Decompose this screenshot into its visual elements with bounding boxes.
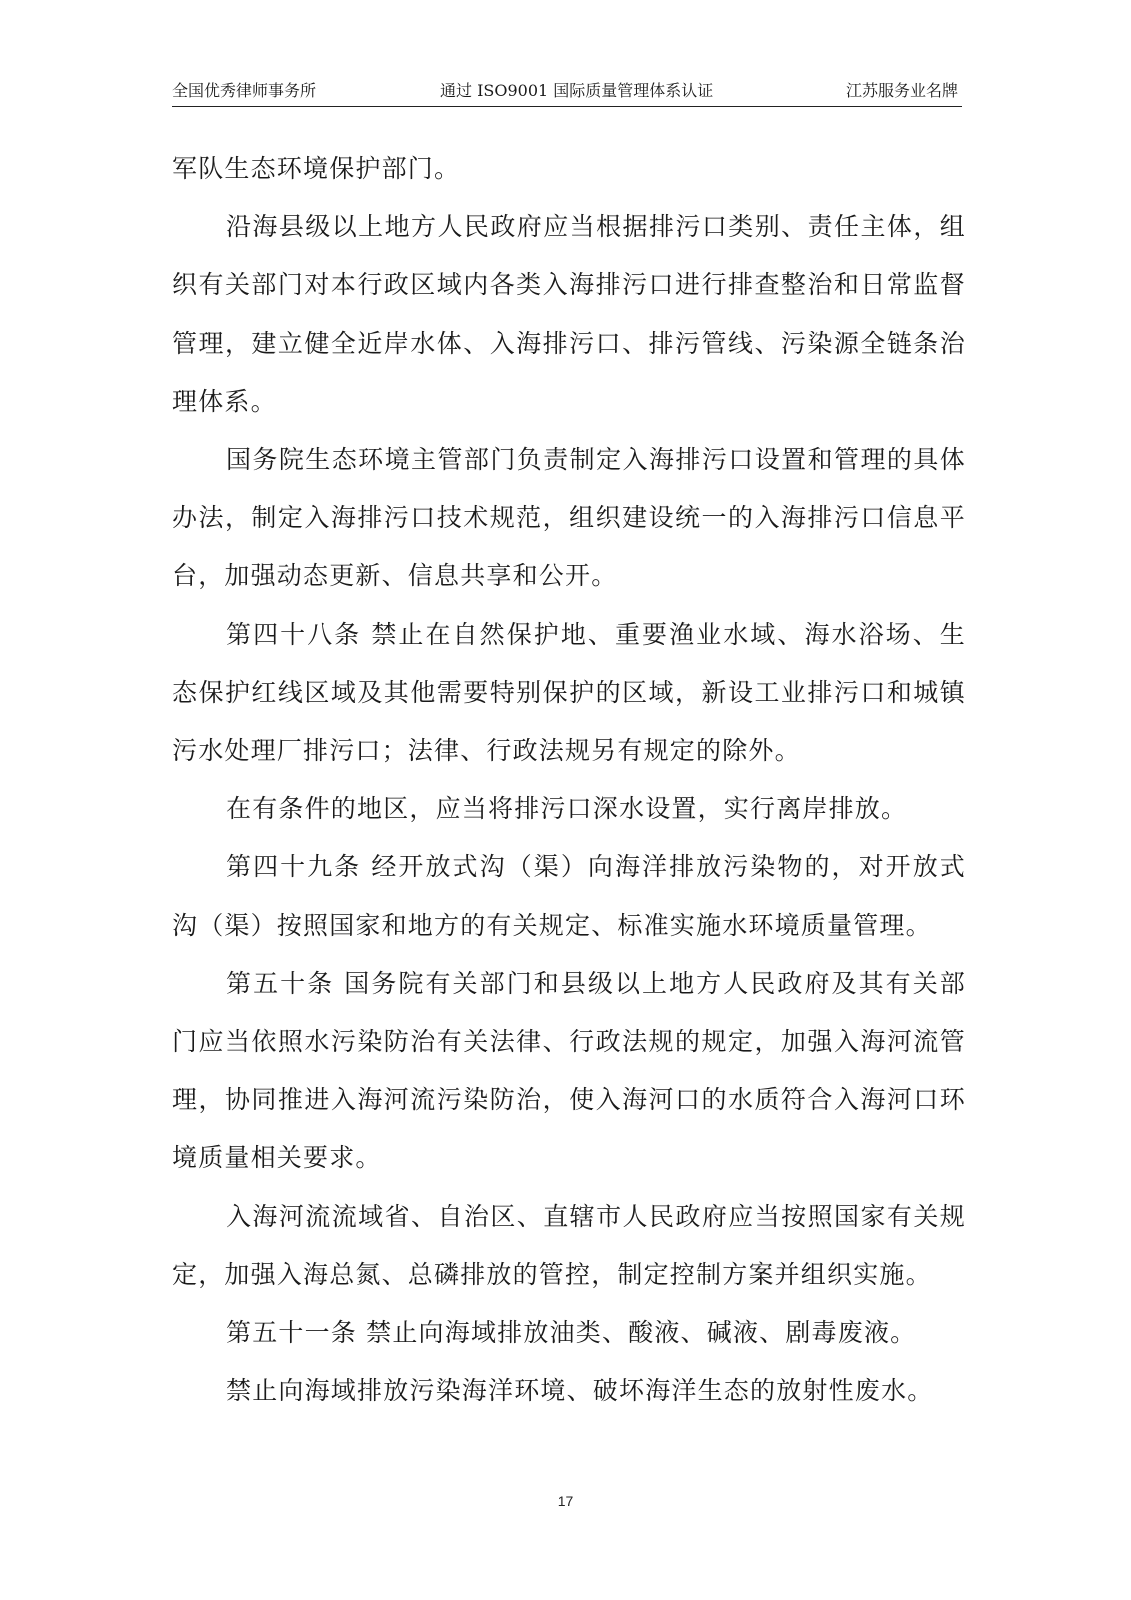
article-49: 第四十九条 经开放式沟（渠）向海洋排放污染物的，对开放式沟（渠）按照国家和地方的有关规定、标准实施水环境质量管理。 [172, 852, 966, 940]
page-number: 17 [557, 1493, 574, 1509]
paragraph: 在有条件的地区，应当将排污口深水设置，实行离岸排放。 [226, 794, 908, 824]
article-48: 第四十八条 禁止在自然保护地、重要渔业水域、海水浴场、生态保护红线区域及其他需要特别保护的区域，新设工业排污口和城镇污水处理厂排污口；法律、行政法规另有规定的除外。 [172, 619, 966, 766]
paragraph: 入海河流流域省、自治区、直辖市人民政府应当按照国家有关规定，加强入海总氮、总磷排放的管控，制定控制方案并组织实施。 [172, 1201, 966, 1289]
paragraph: 沿海县级以上地方人民政府应当根据排污口类别、责任主体，组织有关部门对本行政区域内各类入海排污口进行排查整治和日常监督管理，建立健全近岸水体、入海排污口、排污管线、污染源全链条治理体系。 [172, 212, 966, 416]
article-51: 第五十一条 禁止向海域排放油类、酸液、碱液、剧毒废液。 [226, 1318, 917, 1348]
paragraph: 国务院生态环境主管部门负责制定入海排污口设置和管理的具体办法，制定入海排污口技术规范，组织建设统一的入海排污口信息平台，加强动态更新、信息共享和公开。 [172, 445, 966, 591]
header-brand: 江苏服务业名牌 [845, 81, 958, 100]
header-firm-title: 全国优秀律师事务所 [172, 81, 317, 100]
article-50: 第五十条 国务院有关部门和县级以上地方人民政府及其有关部门应当依照水污染防治有关法律、行政法规的规定，加强入海河流管理，协同推进入海河流污染防治，使入海河口的水质符合入海河口环境质量相关要求。 [172, 968, 966, 1173]
document-body [172, 140, 966, 1420]
paragraph-continuation: 军队生态环境保护部门。 [172, 154, 461, 183]
header-iso-certification: 通过 ISO9001 国际质量管理体系认证 [440, 81, 714, 100]
page-header [172, 78, 962, 107]
paragraph: 禁止向海域排放污染海洋环境、破坏海洋生态的放射性废水。 [226, 1376, 934, 1406]
